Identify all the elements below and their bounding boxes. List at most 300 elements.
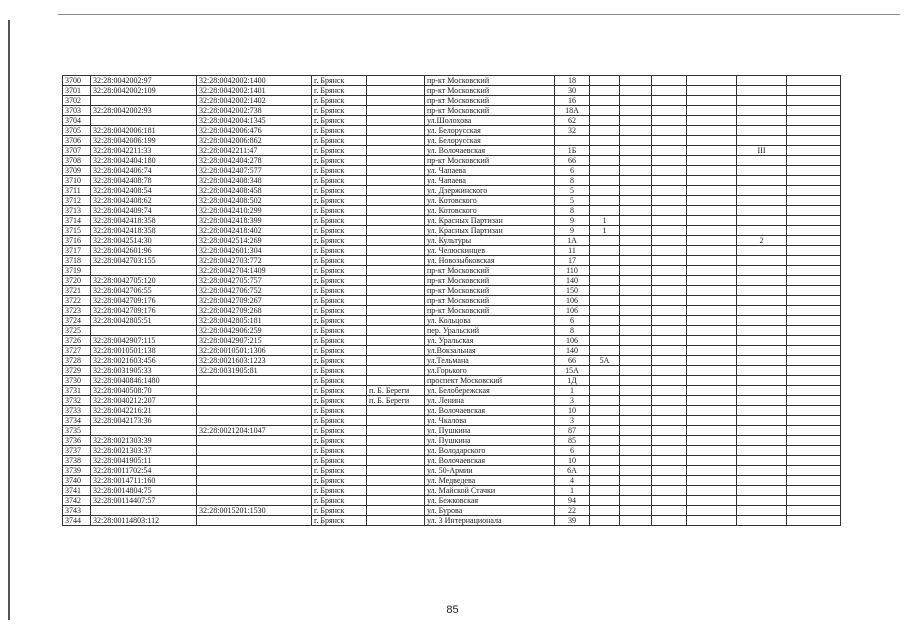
building-cell: [590, 486, 620, 496]
empty-cell: [652, 346, 687, 356]
row-number-cell: 3718: [63, 256, 91, 266]
row-number-cell: 3713: [63, 206, 91, 216]
building-cadastral-number-cell: 32:28:0042006:862: [197, 136, 312, 146]
extra-cell: [620, 406, 652, 416]
street-cell: ул. Котовского: [425, 196, 555, 206]
building-cell: [590, 206, 620, 216]
empty-cell: [687, 96, 737, 106]
house-number-cell: 17: [555, 256, 590, 266]
house-number-cell: 150: [555, 286, 590, 296]
empty-cell: [652, 356, 687, 366]
extra-cell: [620, 166, 652, 176]
row-number-cell: 3739: [63, 466, 91, 476]
street-cell: ул. Чапаева: [425, 166, 555, 176]
registry-table-container: [62, 75, 840, 526]
city-cell: г. Брянск: [312, 256, 367, 266]
house-number-cell: [555, 136, 590, 146]
house-number-cell: 18: [555, 76, 590, 86]
city-cell: г. Брянск: [312, 356, 367, 366]
building-cell: [590, 146, 620, 156]
city-cell: г. Брянск: [312, 206, 367, 216]
building-cell: [590, 346, 620, 356]
city-cell: г. Брянск: [312, 416, 367, 426]
empty-cell: [687, 446, 737, 456]
row-number-cell: 3715: [63, 226, 91, 236]
settlement-cell: [367, 176, 425, 186]
settlement-cell: [367, 296, 425, 306]
settlement-cell: п. Б. Береги: [367, 386, 425, 396]
city-cell: г. Брянск: [312, 156, 367, 166]
building-cadastral-number-cell: [197, 406, 312, 416]
building-cadastral-number-cell: [197, 456, 312, 466]
house-number-cell: 8: [555, 326, 590, 336]
empty-cell: [652, 166, 687, 176]
empty-cell: [787, 456, 841, 466]
building-cell: 1: [590, 216, 620, 226]
settlement-cell: [367, 516, 425, 526]
city-cell: г. Брянск: [312, 246, 367, 256]
empty-cell: [787, 386, 841, 396]
street-cell: пр-кт Московский: [425, 76, 555, 86]
table-row: [63, 76, 841, 86]
building-cadastral-number-cell: 32:28:0042408:348: [197, 176, 312, 186]
city-cell: г. Брянск: [312, 366, 367, 376]
empty-cell: [787, 116, 841, 126]
extra-cell: [620, 196, 652, 206]
city-cell: г. Брянск: [312, 276, 367, 286]
settlement-cell: [367, 446, 425, 456]
settlement-cell: [367, 436, 425, 446]
house-number-cell: 94: [555, 496, 590, 506]
building-cell: [590, 186, 620, 196]
extra-cell: [620, 316, 652, 326]
empty-cell: [687, 266, 737, 276]
cadastral-number-cell: 32:28:0042709:176: [91, 296, 197, 306]
extra-cell: [620, 416, 652, 426]
premises-cell: [737, 396, 787, 406]
premises-cell: [737, 466, 787, 476]
row-number-cell: 3737: [63, 446, 91, 456]
row-number-cell: 3722: [63, 296, 91, 306]
extra-cell: [620, 376, 652, 386]
house-number-cell: 1: [555, 386, 590, 396]
empty-cell: [652, 376, 687, 386]
empty-cell: [787, 146, 841, 156]
empty-cell: [652, 486, 687, 496]
premises-cell: [737, 216, 787, 226]
table-row: [63, 406, 841, 416]
cadastral-number-cell: [91, 506, 197, 516]
table-row: [63, 366, 841, 376]
street-cell: ул. Кольцова: [425, 316, 555, 326]
premises-cell: [737, 296, 787, 306]
building-cadastral-number-cell: [197, 386, 312, 396]
premises-cell: [737, 456, 787, 466]
empty-cell: [687, 306, 737, 316]
street-cell: ул. Волочаевская: [425, 146, 555, 156]
building-cadastral-number-cell: [197, 476, 312, 486]
cadastral-number-cell: 32:28:0042216:21: [91, 406, 197, 416]
building-cell: [590, 366, 620, 376]
premises-cell: [737, 166, 787, 176]
building-cell: [590, 286, 620, 296]
house-number-cell: 10: [555, 406, 590, 416]
house-number-cell: 18А: [555, 106, 590, 116]
empty-cell: [652, 206, 687, 216]
premises-cell: [737, 346, 787, 356]
table-row: [63, 156, 841, 166]
empty-cell: [787, 226, 841, 236]
city-cell: г. Брянск: [312, 286, 367, 296]
empty-cell: [652, 416, 687, 426]
row-number-cell: 3720: [63, 276, 91, 286]
house-number-cell: 6: [555, 166, 590, 176]
settlement-cell: [367, 356, 425, 366]
cadastral-number-cell: 32:28:0042406:74: [91, 166, 197, 176]
table-row: [63, 216, 841, 226]
row-number-cell: 3706: [63, 136, 91, 146]
cadastral-number-cell: 32:28:0021603:456: [91, 356, 197, 366]
building-cadastral-number-cell: 32:28:0042002:1402: [197, 96, 312, 106]
building-cell: [590, 316, 620, 326]
cadastral-number-cell: [91, 326, 197, 336]
city-cell: г. Брянск: [312, 446, 367, 456]
premises-cell: [737, 126, 787, 136]
city-cell: г. Брянск: [312, 436, 367, 446]
row-number-cell: 3728: [63, 356, 91, 366]
premises-cell: [737, 426, 787, 436]
city-cell: г. Брянск: [312, 296, 367, 306]
cadastral-number-cell: 32:28:0042703:155: [91, 256, 197, 266]
settlement-cell: [367, 226, 425, 236]
building-cell: [590, 106, 620, 116]
city-cell: г. Брянск: [312, 396, 367, 406]
settlement-cell: [367, 206, 425, 216]
table-row: [63, 96, 841, 106]
empty-cell: [652, 456, 687, 466]
settlement-cell: [367, 116, 425, 126]
city-cell: г. Брянск: [312, 376, 367, 386]
extra-cell: [620, 126, 652, 136]
house-number-cell: 106: [555, 306, 590, 316]
empty-cell: [687, 176, 737, 186]
empty-cell: [787, 266, 841, 276]
row-number-cell: 3717: [63, 246, 91, 256]
premises-cell: [737, 246, 787, 256]
table-row: [63, 466, 841, 476]
table-row: [63, 456, 841, 466]
street-cell: пр-кт Московский: [425, 106, 555, 116]
premises-cell: [737, 226, 787, 236]
empty-cell: [652, 506, 687, 516]
empty-cell: [652, 196, 687, 206]
building-cell: [590, 166, 620, 176]
empty-cell: [787, 376, 841, 386]
settlement-cell: [367, 346, 425, 356]
settlement-cell: [367, 186, 425, 196]
empty-cell: [687, 316, 737, 326]
building-cadastral-number-cell: [197, 416, 312, 426]
empty-cell: [687, 296, 737, 306]
building-cadastral-number-cell: 32:28:0042706:752: [197, 286, 312, 296]
building-cadastral-number-cell: [197, 496, 312, 506]
building-cell: [590, 296, 620, 306]
city-cell: г. Брянск: [312, 316, 367, 326]
empty-cell: [787, 126, 841, 136]
premises-cell: [737, 406, 787, 416]
cadastral-number-cell: 32:28:0042705:120: [91, 276, 197, 286]
empty-cell: [687, 476, 737, 486]
building-cadastral-number-cell: [197, 396, 312, 406]
settlement-cell: [367, 426, 425, 436]
table-row: [63, 86, 841, 96]
empty-cell: [652, 186, 687, 196]
cadastral-number-cell: 32:28:0040508:70: [91, 386, 197, 396]
building-cadastral-number-cell: 32:28:0021603:1223: [197, 356, 312, 366]
settlement-cell: [367, 126, 425, 136]
building-cell: [590, 516, 620, 526]
empty-cell: [652, 296, 687, 306]
row-number-cell: 3709: [63, 166, 91, 176]
empty-cell: [687, 326, 737, 336]
extra-cell: [620, 256, 652, 266]
empty-cell: [687, 456, 737, 466]
settlement-cell: [367, 146, 425, 156]
building-cell: [590, 156, 620, 166]
extra-cell: [620, 306, 652, 316]
premises-cell: [737, 416, 787, 426]
table-row: [63, 116, 841, 126]
extra-cell: [620, 496, 652, 506]
cadastral-number-cell: 32:28:0042006:199: [91, 136, 197, 146]
cadastral-number-cell: 32:28:0042418:358: [91, 216, 197, 226]
empty-cell: [652, 386, 687, 396]
premises-cell: [737, 366, 787, 376]
city-cell: г. Брянск: [312, 516, 367, 526]
city-cell: г. Брянск: [312, 226, 367, 236]
street-cell: ул. 50-Армии: [425, 466, 555, 476]
row-number-cell: 3723: [63, 306, 91, 316]
extra-cell: [620, 336, 652, 346]
table-row: [63, 266, 841, 276]
cadastral-number-cell: 32:28:0011702:54: [91, 466, 197, 476]
empty-cell: [687, 226, 737, 236]
empty-cell: [787, 506, 841, 516]
empty-cell: [652, 476, 687, 486]
cadastral-number-cell: 32:28:0042601:96: [91, 246, 197, 256]
empty-cell: [687, 206, 737, 216]
street-cell: ул. Бежковская: [425, 496, 555, 506]
empty-cell: [787, 426, 841, 436]
house-number-cell: 66: [555, 356, 590, 366]
empty-cell: [687, 506, 737, 516]
empty-cell: [787, 406, 841, 416]
empty-cell: [652, 226, 687, 236]
empty-cell: [787, 396, 841, 406]
empty-cell: [787, 516, 841, 526]
street-cell: пр-кт Московский: [425, 156, 555, 166]
row-number-cell: 3729: [63, 366, 91, 376]
street-cell: ул. Медведева: [425, 476, 555, 486]
empty-cell: [652, 146, 687, 156]
empty-cell: [652, 256, 687, 266]
row-number-cell: 3742: [63, 496, 91, 506]
building-cadastral-number-cell: 32:28:0042709:268: [197, 306, 312, 316]
table-row: [63, 206, 841, 216]
table-row: [63, 236, 841, 246]
settlement-cell: [367, 96, 425, 106]
building-cell: [590, 336, 620, 346]
empty-cell: [787, 306, 841, 316]
cadastral-number-cell: 32:28:0042002:109: [91, 86, 197, 96]
cadastral-number-cell: 32:28:0040846:1480: [91, 376, 197, 386]
extra-cell: [620, 326, 652, 336]
cadastral-number-cell: [91, 426, 197, 436]
premises-cell: [737, 506, 787, 516]
building-cadastral-number-cell: 32:28:0042407:577: [197, 166, 312, 176]
empty-cell: [652, 126, 687, 136]
settlement-cell: [367, 286, 425, 296]
cadastral-number-cell: 32:28:0042006:181: [91, 126, 197, 136]
empty-cell: [652, 276, 687, 286]
empty-cell: [787, 216, 841, 226]
empty-cell: [652, 116, 687, 126]
premises-cell: [737, 76, 787, 86]
settlement-cell: [367, 486, 425, 496]
extra-cell: [620, 96, 652, 106]
empty-cell: [787, 486, 841, 496]
page-edge-line: [8, 20, 10, 620]
empty-cell: [787, 136, 841, 146]
cadastral-number-cell: 32:28:0042805:51: [91, 316, 197, 326]
house-number-cell: 3: [555, 396, 590, 406]
city-cell: г. Брянск: [312, 106, 367, 116]
row-number-cell: 3702: [63, 96, 91, 106]
table-row: [63, 186, 841, 196]
table-row: [63, 486, 841, 496]
extra-cell: [620, 456, 652, 466]
premises-cell: [737, 256, 787, 266]
empty-cell: [652, 236, 687, 246]
city-cell: г. Брянск: [312, 306, 367, 316]
city-cell: г. Брянск: [312, 426, 367, 436]
city-cell: г. Брянск: [312, 346, 367, 356]
cadastral-number-cell: [91, 116, 197, 126]
table-row: [63, 336, 841, 346]
building-cadastral-number-cell: [197, 466, 312, 476]
empty-cell: [687, 466, 737, 476]
extra-cell: [620, 466, 652, 476]
extra-cell: [620, 436, 652, 446]
cadastral-number-cell: 32:28:0021303:37: [91, 446, 197, 456]
street-cell: ул. Новозыбковская: [425, 256, 555, 266]
empty-cell: [687, 406, 737, 416]
building-cadastral-number-cell: 32:28:0042002:1400: [197, 76, 312, 86]
premises-cell: [737, 316, 787, 326]
empty-cell: [652, 436, 687, 446]
empty-cell: [787, 346, 841, 356]
cadastral-number-cell: 32:28:0040212:207: [91, 396, 197, 406]
empty-cell: [787, 286, 841, 296]
cadastral-number-cell: 32:28:0042404:180: [91, 156, 197, 166]
empty-cell: [687, 396, 737, 406]
table-body: [63, 76, 841, 526]
table-row: [63, 296, 841, 306]
empty-cell: [687, 76, 737, 86]
cadastral-number-cell: 32:28:0010501:138: [91, 346, 197, 356]
table-row: [63, 316, 841, 326]
building-cadastral-number-cell: 32:28:0042703:772: [197, 256, 312, 266]
building-cell: [590, 476, 620, 486]
city-cell: г. Брянск: [312, 406, 367, 416]
building-cadastral-number-cell: [197, 376, 312, 386]
empty-cell: [687, 126, 737, 136]
empty-cell: [652, 176, 687, 186]
empty-cell: [652, 246, 687, 256]
row-number-cell: 3712: [63, 196, 91, 206]
row-number-cell: 3730: [63, 376, 91, 386]
building-cadastral-number-cell: 32:28:0042418:402: [197, 226, 312, 236]
extra-cell: [620, 386, 652, 396]
premises-cell: [737, 206, 787, 216]
settlement-cell: [367, 196, 425, 206]
row-number-cell: 3736: [63, 436, 91, 446]
house-number-cell: 106: [555, 296, 590, 306]
empty-cell: [652, 156, 687, 166]
building-cadastral-number-cell: 32:28:0042709:267: [197, 296, 312, 306]
street-cell: пр-кт Московский: [425, 276, 555, 286]
settlement-cell: [367, 246, 425, 256]
building-cadastral-number-cell: 32:28:0042408:458: [197, 186, 312, 196]
building-cadastral-number-cell: [197, 486, 312, 496]
street-cell: ул. Чапаева: [425, 176, 555, 186]
row-number-cell: 3707: [63, 146, 91, 156]
row-number-cell: 3708: [63, 156, 91, 166]
empty-cell: [787, 156, 841, 166]
street-cell: ул. Белорусская: [425, 136, 555, 146]
street-cell: пр-кт Московский: [425, 286, 555, 296]
premises-cell: [737, 476, 787, 486]
house-number-cell: 10: [555, 456, 590, 466]
street-cell: ул. Ленина: [425, 396, 555, 406]
building-cadastral-number-cell: [197, 516, 312, 526]
empty-cell: [687, 146, 737, 156]
street-cell: ул. Котовского: [425, 206, 555, 216]
empty-cell: [687, 386, 737, 396]
house-number-cell: 66: [555, 156, 590, 166]
extra-cell: [620, 426, 652, 436]
cadastral-number-cell: 32:28:0042907:115: [91, 336, 197, 346]
empty-cell: [687, 216, 737, 226]
city-cell: г. Брянск: [312, 496, 367, 506]
extra-cell: [620, 266, 652, 276]
cadastral-number-cell: 32:28:0042706:55: [91, 286, 197, 296]
settlement-cell: [367, 326, 425, 336]
empty-cell: [787, 96, 841, 106]
building-cell: [590, 176, 620, 186]
building-cell: [590, 246, 620, 256]
empty-cell: [687, 86, 737, 96]
empty-cell: [787, 76, 841, 86]
premises-cell: [737, 156, 787, 166]
building-cadastral-number-cell: 32:28:0042404:278: [197, 156, 312, 166]
building-cell: [590, 256, 620, 266]
table-row: [63, 166, 841, 176]
building-cadastral-number-cell: 32:28:0042514:269: [197, 236, 312, 246]
cadastral-number-cell: [91, 266, 197, 276]
extra-cell: [620, 176, 652, 186]
empty-cell: [652, 76, 687, 86]
